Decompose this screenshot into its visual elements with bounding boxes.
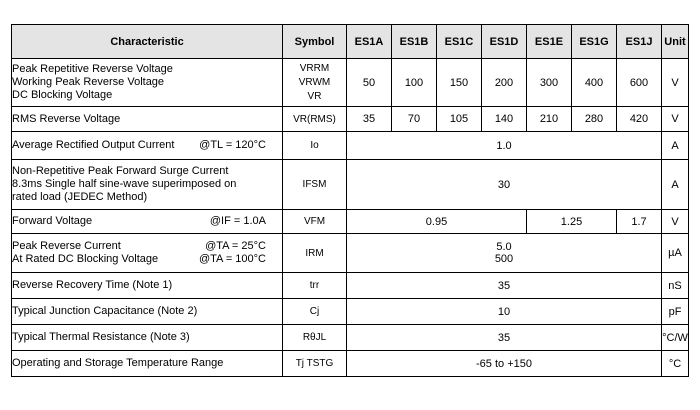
peak-voltage-label bbox=[12, 59, 283, 107]
rms-voltage-es1g: 280 bbox=[572, 107, 617, 132]
capacitance-unit: pF bbox=[662, 299, 689, 325]
temperature-label: Operating and Storage Temperature Range bbox=[12, 351, 283, 377]
thermal-unit: °C/W bbox=[662, 325, 689, 351]
reverse-current-condition-25: @TA = 25°C bbox=[205, 240, 266, 252]
header-unit: Unit bbox=[662, 25, 689, 59]
peak-voltage-es1c: 150 bbox=[437, 59, 482, 107]
peak-voltage-es1j: 600 bbox=[617, 59, 662, 107]
surge-current-symbol: IFSM bbox=[283, 160, 347, 210]
row-recovery-time bbox=[12, 273, 689, 299]
header-symbol: Symbol bbox=[283, 25, 347, 59]
row-avg-current bbox=[12, 132, 689, 160]
surge-line-2: 8.3ms Single half sine-wave superimposed on bbox=[12, 178, 237, 190]
rated-dc-blocking-label: At Rated DC Blocking Voltage bbox=[12, 253, 159, 265]
rms-voltage-es1b: 70 bbox=[392, 107, 437, 132]
avg-current-value: 1.0 bbox=[347, 132, 662, 160]
reverse-current-label-cell bbox=[12, 234, 283, 273]
header-es1j: ES1J bbox=[617, 25, 662, 59]
rms-voltage-es1a: 35 bbox=[347, 107, 392, 132]
avg-current-condition: @TL = 120°C bbox=[199, 139, 266, 151]
rms-voltage-symbol: VR(RMS) bbox=[283, 107, 347, 132]
avg-current-label: Average Rectified Output Current bbox=[12, 139, 175, 151]
forward-voltage-symbol: VFM bbox=[283, 210, 347, 234]
header-es1b: ES1B bbox=[392, 25, 437, 59]
capacitance-label: Typical Junction Capacitance (Note 2) bbox=[12, 299, 283, 325]
surge-current-unit: A bbox=[662, 160, 689, 210]
symbol-vr: VR bbox=[307, 90, 322, 102]
temperature-value: -65 to +150 bbox=[347, 351, 662, 377]
row-peak-voltage bbox=[12, 59, 689, 107]
thermal-symbol: RθJL bbox=[283, 325, 347, 351]
symbol-vrwm: VRWM bbox=[298, 76, 331, 88]
row-temperature bbox=[12, 351, 689, 377]
recovery-time-value: 35 bbox=[347, 273, 662, 299]
row-rms-voltage bbox=[12, 107, 689, 132]
row-thermal-resistance bbox=[12, 325, 689, 351]
avg-current-label-cell bbox=[12, 132, 283, 160]
temperature-symbol: Tj TSTG bbox=[283, 351, 347, 377]
header-es1a: ES1A bbox=[347, 25, 392, 59]
thermal-label: Typical Thermal Resistance (Note 3) bbox=[12, 325, 283, 351]
reverse-current-condition-100: @TA = 100°C bbox=[198, 253, 266, 265]
symbol-vrrm: VRRM bbox=[299, 62, 330, 74]
row-forward-voltage bbox=[12, 210, 689, 234]
rms-voltage-es1d: 140 bbox=[482, 107, 527, 132]
row-surge-current bbox=[12, 160, 689, 210]
forward-voltage-es1e-es1g: 1.25 bbox=[527, 210, 617, 234]
rms-voltage-label: RMS Reverse Voltage bbox=[12, 107, 283, 132]
surge-line-1: Non-Repetitive Peak Forward Surge Current bbox=[12, 165, 229, 177]
row-reverse-current bbox=[12, 234, 689, 273]
forward-voltage-label-cell bbox=[12, 210, 283, 234]
electrical-characteristics-table bbox=[11, 24, 689, 377]
peak-repetitive-label: Peak Repetitive Reverse Voltage bbox=[12, 63, 173, 75]
working-peak-label: Working Peak Reverse Voltage bbox=[12, 76, 165, 88]
surge-current-value: 30 bbox=[347, 160, 662, 210]
reverse-current-100c: 500 bbox=[494, 253, 514, 265]
rms-voltage-es1c: 105 bbox=[437, 107, 482, 132]
header-characteristic: Characteristic bbox=[12, 25, 283, 59]
surge-line-3: rated load (JEDEC Method) bbox=[12, 191, 148, 203]
temperature-unit: °C bbox=[662, 351, 689, 377]
peak-voltage-symbol bbox=[283, 59, 347, 107]
recovery-time-label: Reverse Recovery Time (Note 1) bbox=[12, 273, 283, 299]
forward-voltage-label: Forward Voltage bbox=[12, 215, 93, 227]
header-row bbox=[12, 25, 689, 59]
reverse-current-label: Peak Reverse Current bbox=[12, 240, 121, 252]
peak-voltage-es1e: 300 bbox=[527, 59, 572, 107]
header-es1c: ES1C bbox=[437, 25, 482, 59]
forward-voltage-es1a-es1d: 0.95 bbox=[347, 210, 527, 234]
rms-voltage-es1e: 210 bbox=[527, 107, 572, 132]
peak-voltage-es1g: 400 bbox=[572, 59, 617, 107]
avg-current-unit: A bbox=[662, 132, 689, 160]
reverse-current-symbol: IRM bbox=[283, 234, 347, 273]
header-es1d: ES1D bbox=[482, 25, 527, 59]
header-es1e: ES1E bbox=[527, 25, 572, 59]
peak-voltage-unit: V bbox=[662, 59, 689, 107]
peak-voltage-es1b: 100 bbox=[392, 59, 437, 107]
reverse-current-unit: µA bbox=[662, 234, 689, 273]
avg-current-symbol: Io bbox=[283, 132, 347, 160]
rms-voltage-es1j: 420 bbox=[617, 107, 662, 132]
forward-voltage-es1j: 1.7 bbox=[617, 210, 662, 234]
capacitance-value: 10 bbox=[347, 299, 662, 325]
surge-current-label bbox=[12, 160, 283, 210]
peak-voltage-es1d: 200 bbox=[482, 59, 527, 107]
recovery-time-symbol: trr bbox=[283, 273, 347, 299]
reverse-current-values bbox=[347, 234, 662, 273]
header-es1g: ES1G bbox=[572, 25, 617, 59]
forward-voltage-unit: V bbox=[662, 210, 689, 234]
row-capacitance bbox=[12, 299, 689, 325]
peak-voltage-es1a: 50 bbox=[347, 59, 392, 107]
recovery-time-unit: nS bbox=[662, 273, 689, 299]
rms-voltage-unit: V bbox=[662, 107, 689, 132]
capacitance-symbol: Cj bbox=[283, 299, 347, 325]
forward-voltage-condition: @IF = 1.0A bbox=[209, 215, 266, 227]
thermal-value: 35 bbox=[347, 325, 662, 351]
dc-blocking-label: DC Blocking Voltage bbox=[12, 89, 113, 101]
reverse-current-25c: 5.0 bbox=[496, 241, 512, 253]
